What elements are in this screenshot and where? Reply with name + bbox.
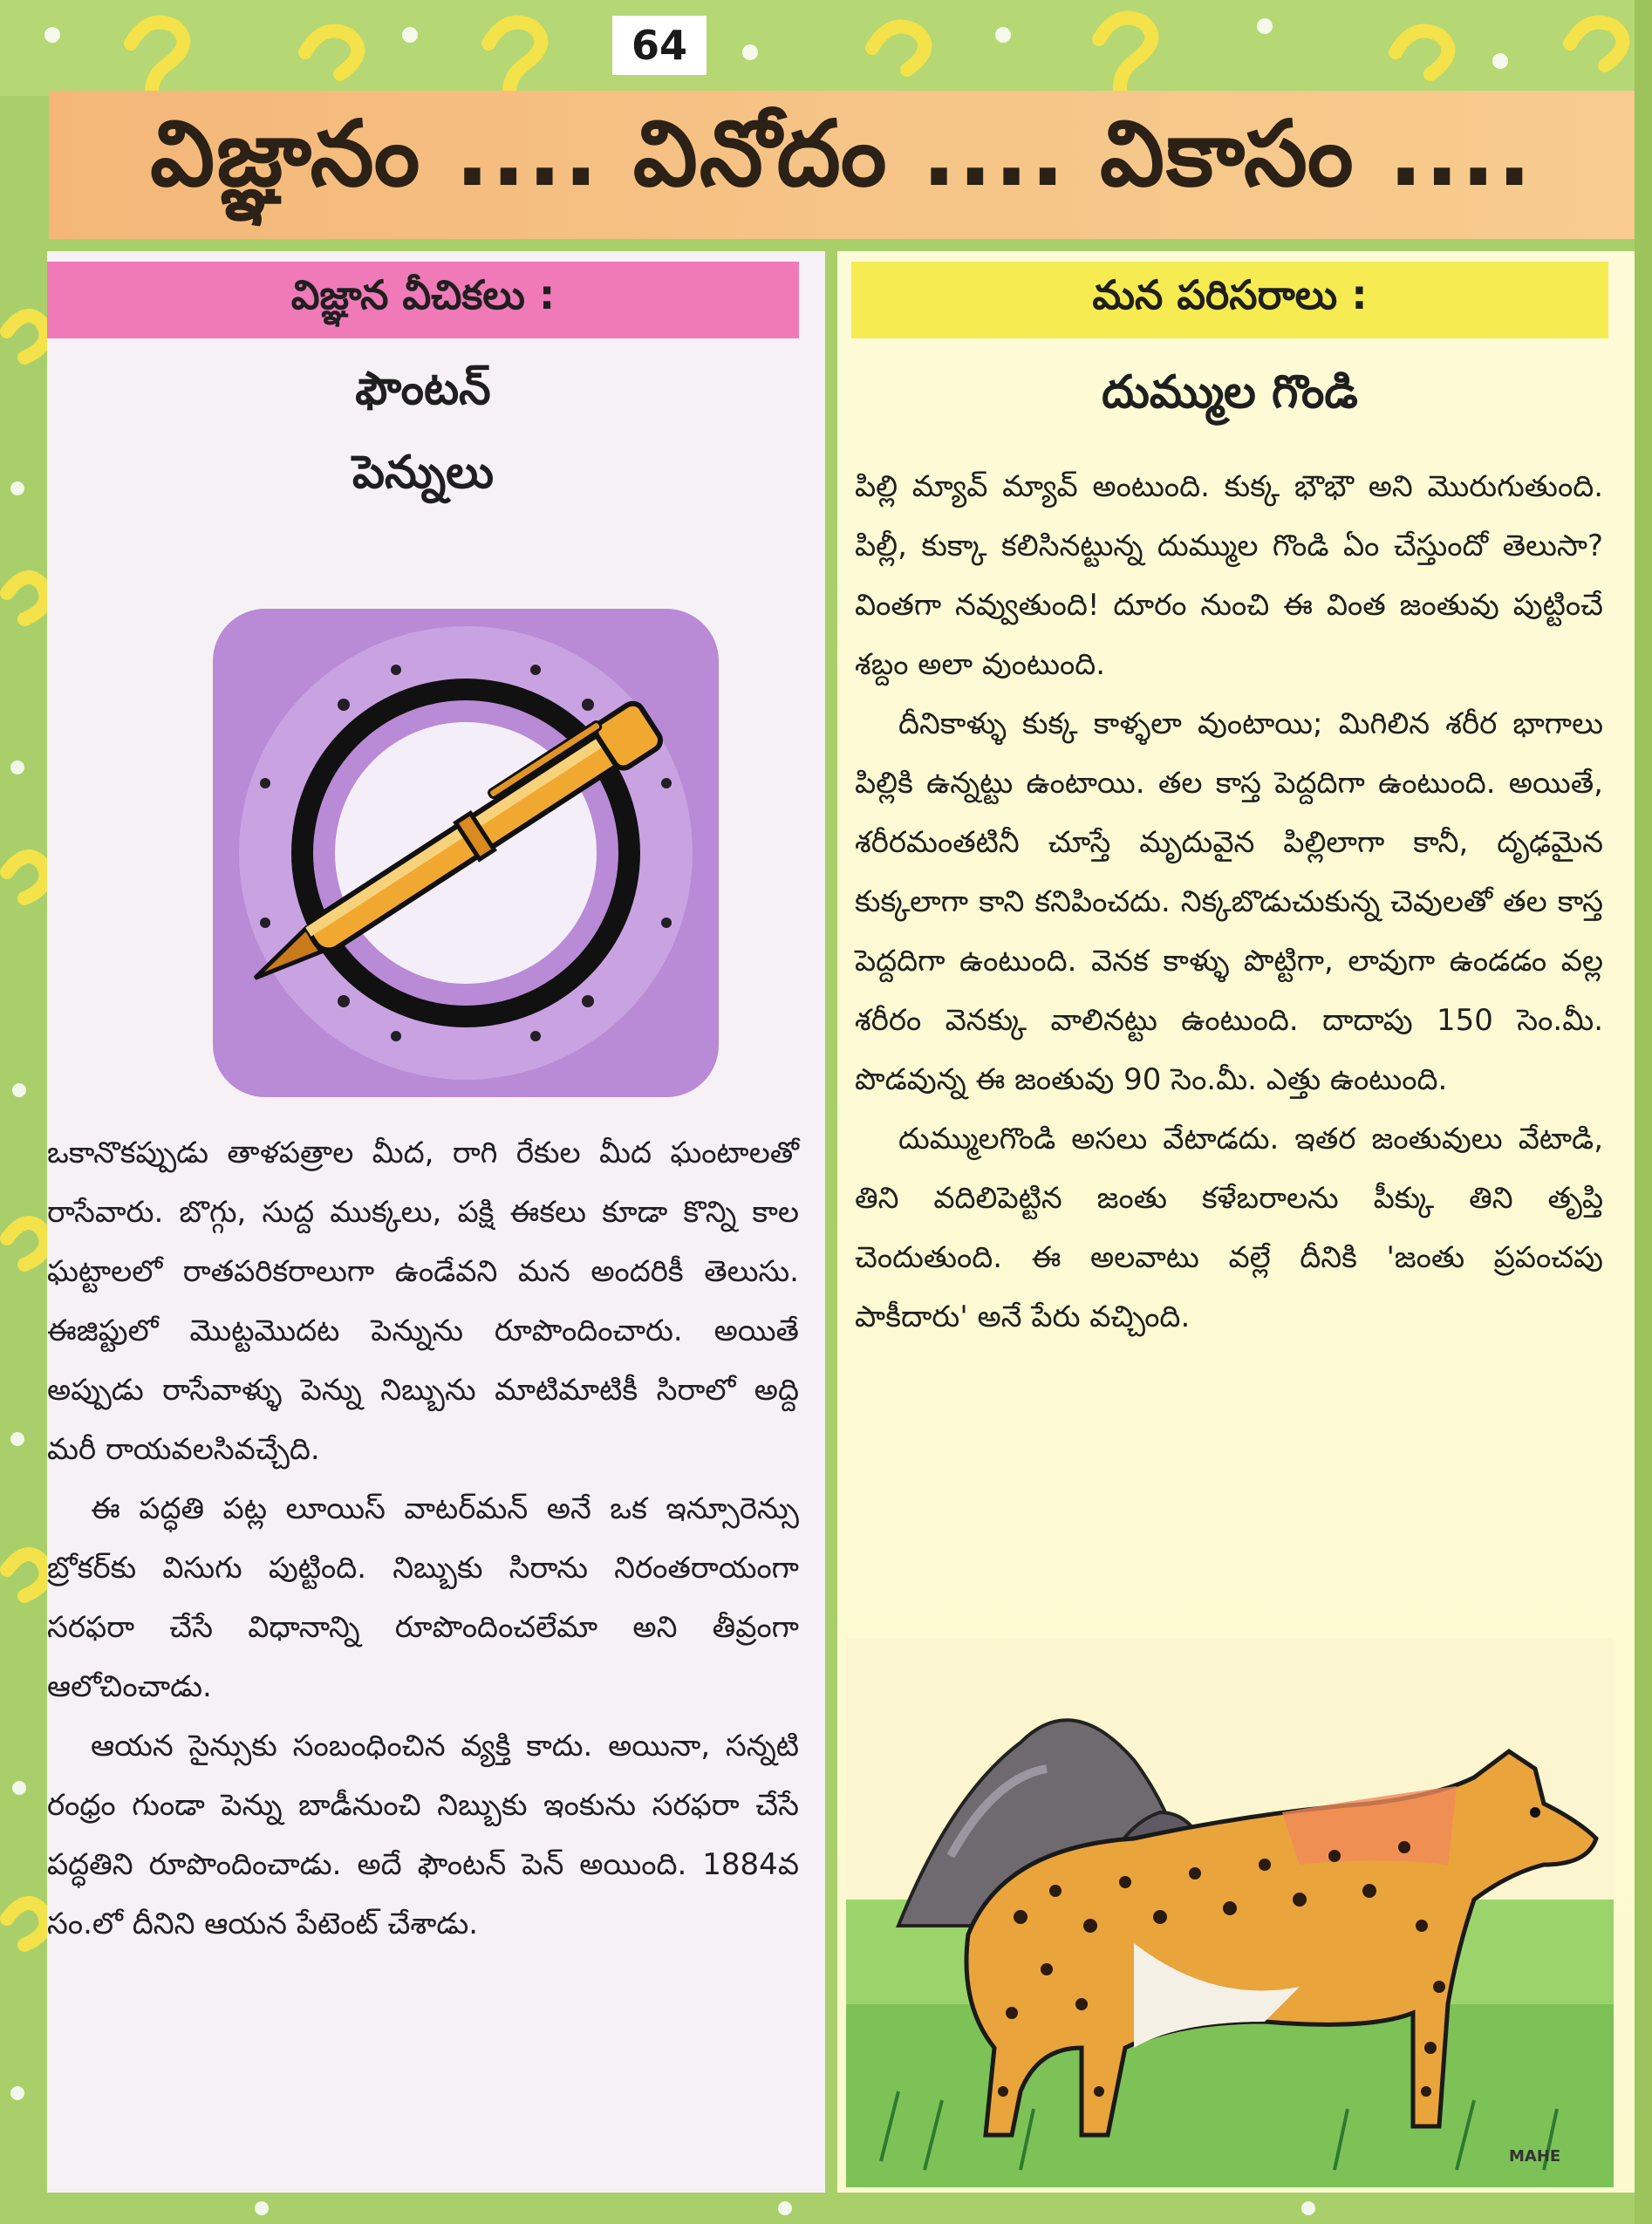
article-title-line-2: పెన్నులు <box>352 447 495 499</box>
hyena-icon <box>846 1638 1614 2187</box>
artist-signature: MAHE <box>1509 2147 1561 2166</box>
article-title-line-1: ఫౌంటన్ <box>355 363 491 415</box>
fountain-pen-article-body <box>47 1123 799 1954</box>
environment-section-heading: మన పరిసరాలు : <box>851 262 1608 338</box>
science-section-heading: విజ్ఞాన వీచికలు : <box>47 262 799 338</box>
right-paragraph-2: దీనికాళ్ళు కుక్క కాళ్ళలా వుంటాయి; మిగిలిన శరీర భాగాలు పిల్లికి ఉన్నట్టు ఉంటాయి. తల కాస్త పెద్దదిగా ఉంటుంది. అయితే, శరీరమంతటినీ చూస్తే మృదువైన పిల్లిలాగా కానీ, దృఢమైన కుక్కలాగా కాని కనిపించదు. నిక్కబొడుచుకున్న చెవులతో తల కాస్త పెద్దదిగా ఉంటుంది. వెనక కాళ్ళు పొట్టిగా, లావుగా ఉండడం వల్ల శరీరం వెనక్కు వాలినట్టు ఉంటుంది. దాదాపు 150 సెం.మీ. పొడవున్న ఈ జంతువు 90 సెం.మీ. ఎత్తు ఉంటుంది. <box>855 706 1603 1097</box>
page-number: 64 <box>612 16 707 75</box>
right-paragraph-3: దుమ్ములగొండి అసలు వేటాడదు. ఇతర జంతువులు వేటాడి, తిని వదిలిపెట్టిన జంతు కళేబరాలను పీక్కు తిని తృప్తి చెందుతుంది. ఈ అలవాటు వల్లే దీనికి 'జంతు ప్రపంచపు పాకీదారు' అనే పేరు వచ్చింది. <box>855 1122 1603 1334</box>
right-paragraph-1: పిల్లి మ్యావ్ మ్యావ్ అంటుంది. కుక్క భౌభౌ అని మొరుగుతుంది. పిల్లీ, కుక్కా కలిసినట్టున్న దుమ్ముల గొండి ఏం చేస్తుందో తెలుసా? వింతగా నవ్వుతుంది! దూరం నుంచి ఈ వింత జంతువు పుట్టించే శబ్దం అలా వుంటుంది. <box>855 469 1603 682</box>
fountain-pen-icon <box>178 574 806 1115</box>
hyena-article-body <box>855 457 1603 1347</box>
page-title: విజ్ఞానం .... వినోదం .... వికాసం .... <box>150 100 1533 207</box>
left-paragraph-1: ఒకానొకప్పుడు తాళపత్రాల మీద, రాగి రేకుల మీద ఘంటాలతో రాసేవారు. బొగ్గు, సుద్ద ముక్కలు, పక్షి ఈకలు కూడా కొన్ని కాల ఘట్టాలలో రాతపరికరాలుగా ఉండేవని మన అందరికీ తెలుసు. ఈజిప్టులో మొట్టమొదట పెన్నును రూపొందించారు. అయితే అప్పుడు రాసేవాళ్ళు పెన్ను నిబ్బును మాటిమాటికీ సిరాలో అద్ది మరీ రాయవలసివచ్చేది. <box>47 1136 799 1467</box>
science-section <box>47 251 825 2193</box>
fountain-pen-article-title <box>47 347 799 515</box>
hyena-article-title: దుమ్ముల గొండి <box>1102 366 1358 419</box>
environment-section <box>837 251 1635 2193</box>
page-title-banner <box>49 91 1635 239</box>
left-paragraph-3: ఆయన సైన్సుకు సంబంధించిన వ్యక్తి కాదు. అయినా, సన్నటి రంధ్రం గుండా పెన్ను బాడీనుంచి నిబ్బుకు ఇంకును సరఫరా చేసే పద్ధతిని రూపొందించాడు. అదే ఫౌంటన్ పెన్ అయింది. 1884వ సం.లో దీనిని ఆయన పేటెంట్ చేశాడు. <box>47 1729 799 1941</box>
left-paragraph-2: ఈ పద్ధతి పట్ల లూయిస్ వాటర్‌మన్ అనే ఒక ఇన్సూరెన్సు బ్రోకర్‌కు విసుగు పుట్టింది. నిబ్బుకు సిరాను నిరంతరాయంగా సరఫరా చేసే విధానాన్ని రూపొందించలేమా అని తీవ్రంగా ఆలోచించాడు. <box>47 1491 799 1704</box>
